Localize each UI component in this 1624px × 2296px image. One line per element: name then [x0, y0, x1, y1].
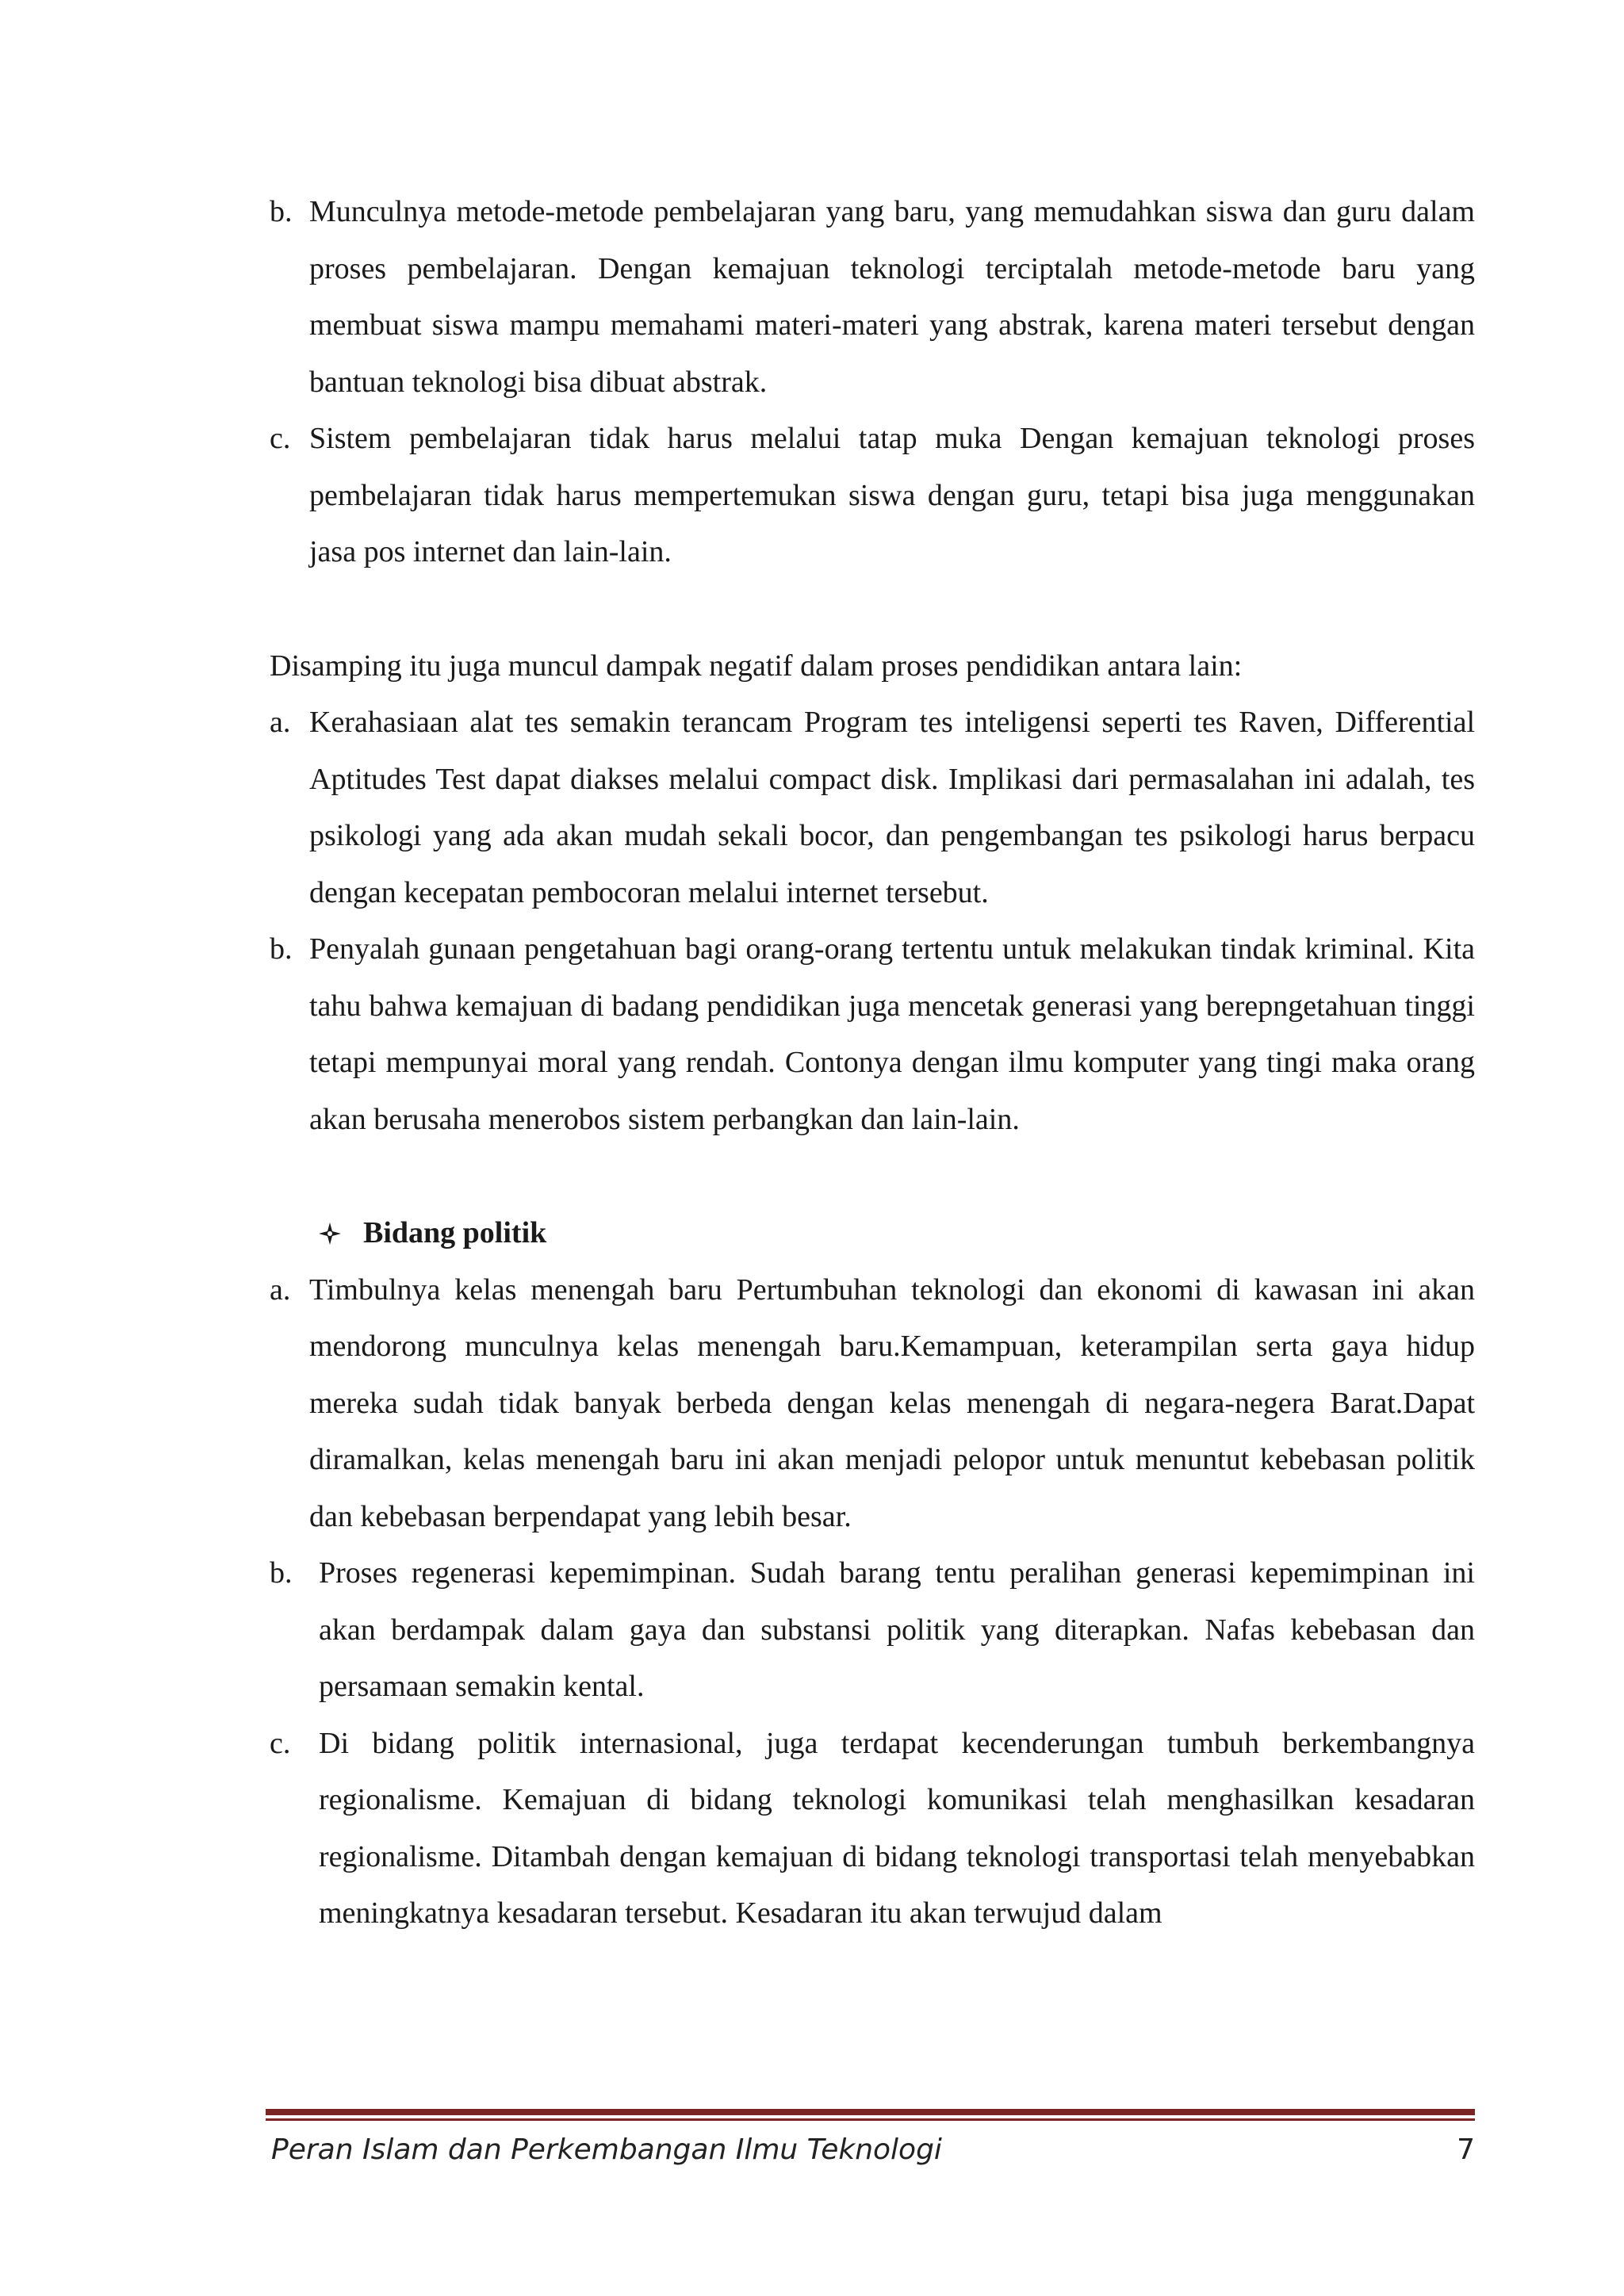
- page-number: 7: [1457, 2133, 1475, 2166]
- intro-paragraph: Disamping itu juga muncul dampak negatif dalam proses pendidikan antara lain:: [270, 649, 1243, 683]
- list-marker: c.: [270, 1726, 291, 1760]
- list-item-c-sistem: [270, 411, 1475, 581]
- list-item-text: Proses regenerasi kepemimpinan. Sudah barang tentu peralihan generasi kepemimpinan ini akan berdampak dalam gaya dan substansi politik yang diterapkan. Nafas kebebasan dan persamaan semakin kental.: [319, 1556, 1475, 1703]
- section-heading: [270, 1205, 1475, 1262]
- diamond-bullet-icon: [319, 1223, 341, 1245]
- list-item-text: Timbulnya kelas menengah baru Pertumbuhan teknologi dan ekonomi di kawasan ini akan mendorong munculnya kelas menengah baru.Kemampuan, keterampilan serta gaya hidup mereka sudah tidak banyak berbeda dengan kelas menengah di negara-negera Barat.Dapat diramalkan, kelas menengah baru ini akan menjadi pelopor untuk menuntut kebebasan politik dan kebebasan berpendapat yang lebih besar.: [309, 1272, 1475, 1533]
- list-item-text: Kerahasiaan alat tes semakin terancam Program tes inteligensi seperti tes Raven, Differential Aptitudes Test dapat diakses melalui compact disk. Implikasi dari permasalahan ini adalah, tes psikologi yang ada akan mudah sekali bocor, dan pengembangan tes psikologi harus berpacu dengan kecepatan pembocoran melalui internet tersebut.: [309, 706, 1475, 909]
- page-body: [270, 184, 1475, 1942]
- list-item-a-kerahasiaan: [270, 695, 1475, 921]
- list-item-b-regenerasi: [270, 1545, 1475, 1716]
- list-item-text: Sistem pembelajaran tidak harus melalui tatap muka Dengan kemajuan teknologi proses pembelajaran tidak harus mempertemukan siswa dengan guru, tetapi bisa juga menggunakan jasa pos internet dan lain-lain.: [309, 422, 1475, 568]
- list-marker: c.: [270, 422, 291, 455]
- list-marker: a.: [270, 706, 291, 739]
- footer-title: Peran Islam dan Perkembangan Ilmu Teknologi: [271, 2133, 942, 2166]
- list-item-text: Di bidang politik internasional, juga terdapat kecenderungan tumbuh berkembangnya regionalisme. Kemajuan di bidang teknologi komunikasi telah menghasilkan kesadaran regionalisme. Ditambah dengan kemajuan di bidang teknologi transportasi telah menyebabkan meningkatnya kesadaran tersebut. Kesadaran itu akan terwujud dalam: [319, 1726, 1475, 1930]
- list-item-a-kelas-menengah: [270, 1262, 1475, 1546]
- list-marker: b.: [270, 195, 293, 228]
- list-marker: b.: [270, 932, 293, 966]
- section-heading-text: Bidang politik: [363, 1216, 547, 1249]
- footer-rule-thin: [266, 2118, 1475, 2121]
- list-item-b-metode: [270, 184, 1475, 411]
- spacer: [270, 581, 1475, 638]
- list-marker: a.: [270, 1272, 291, 1307]
- list-marker: b.: [270, 1556, 293, 1590]
- list-item-text: Munculnya metode-metode pembelajaran yang baru, yang memudahkan siswa dan guru dalam proses pembelajaran. Dengan kemajuan teknologi terciptalah metode-metode baru yang membuat siswa mampu memahami materi-materi yang abstrak, karena materi tersebut dengan bantuan teknologi bisa dibuat abstrak.: [309, 195, 1475, 399]
- list-item-c-politik-internasional: [270, 1716, 1475, 1942]
- list-item-text: Penyalah gunaan pengetahuan bagi orang-orang tertentu untuk melakukan tindak kriminal. Kita tahu bahwa kemajuan di badang pendidikan juga mencetak generasi yang berepngetahuan tinggi tetapi mempunyai moral yang rendah. Contonya dengan ilmu komputer yang tingi maka orang akan berusaha menerobos sistem perbangkan dan lain-lain.: [309, 932, 1475, 1136]
- spacer: [270, 1148, 1475, 1205]
- list-item-b-penyalahgunaan: [270, 921, 1475, 1148]
- footer-rule: [266, 2109, 1475, 2115]
